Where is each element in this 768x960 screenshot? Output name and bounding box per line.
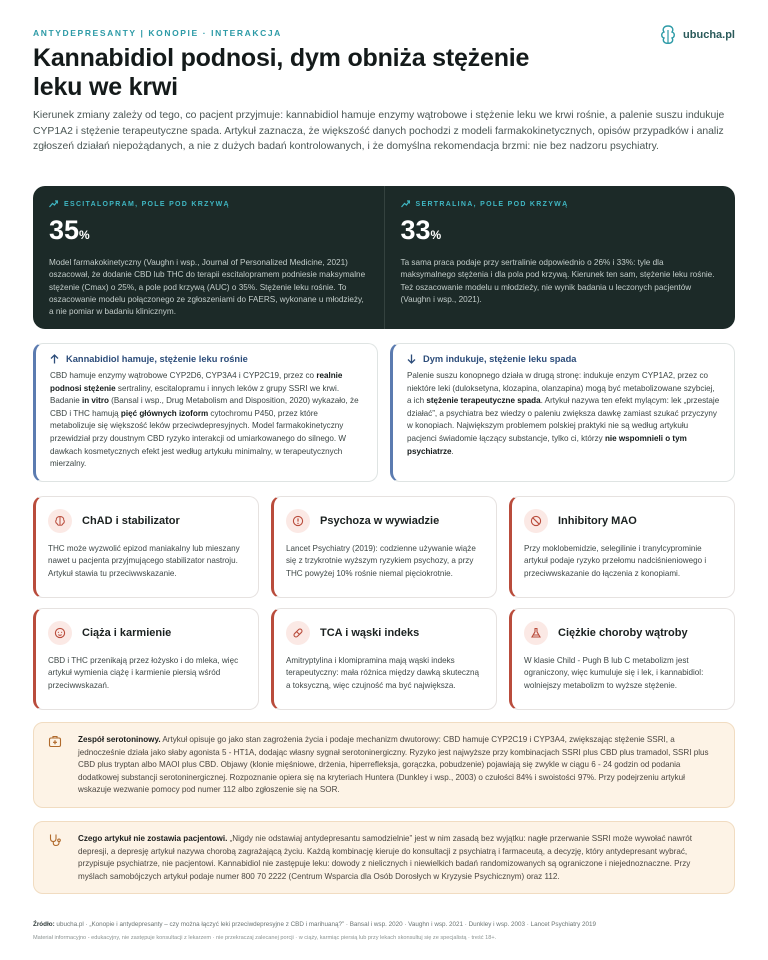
disclaimer: Materiał informacyjno - edukacyjny, nie zastępuje konsultacji z lekarzem · nie przekraczaj zalecanej porcji · w ciąży, karmiąc piersią lub przy lekach skonsultuj się ze specjalistą · treść 18+. [33,935,497,941]
arrow-up-icon [50,354,59,364]
text-run: (Bansal i wsp., Drug Metabolism and Disposition, 2020) wykazało, że CBD i THC hamują [50,396,359,418]
text-emphasis: realnie podnosi stężenie [50,371,343,393]
mechanism-text [50,370,363,471]
risk-header [286,509,484,533]
stat-sertralina [384,186,736,329]
text-emphasis: nie wspomnieli o tym psychiatrze [407,433,687,456]
mechanism-header [50,354,363,364]
callout-text [78,734,720,797]
mechanism-card-cbd [33,343,378,482]
risk-card-psychosis [271,496,497,598]
mechanism-title: Kannabidiol hamuje, stężenie leku rośnie [66,354,248,364]
risk-text: CBD i THC przenikają przez łożysko i do mleka, więc artykuł wymienia ciążę i karmienie piersią wśród przeciwwskazań. [48,656,239,690]
baby-icon [48,621,72,645]
callout-body: Artykuł opisuje go jako stan zagrożenia życia i podaje mechanizm dwutorowy: CBD hamuje CYP2C19 i CYP3A4, zwiększając stężenie SSRI, a jednocześnie działa jako słaby agonista 5 - HT1A, dodając własny sygnał serotoninergiczny. Ryzyko jest najwyższe przy kombinacjach SSRI plus CBD plus tramadol, SSRI plus CBD plus tryptan albo MAOI plus CBD. Objawy (klonie mięśniowe, drżenia, hiperrefleksja, gorączka, pobudzenie) pojawiają się zwykle w ciągu 6 - 24 godzin od podania dodatkowej substancji serotoninergicznej. Rozpoznanie opiera się na kryteriach Huntera (Dunkley i wsp., 2003) o czułości 84% i swoistości 97%. Przy podejrzeniu artykuł wskazuje wezwanie pomocy pod numer 112 albo zgłoszenie się na SOR. [78,735,709,795]
stat-label: ESCITALOPRAM, POLE POD KRZYWĄ [64,200,230,208]
mechanism-title: Dym indukuje, stężenie leku spada [423,354,577,364]
trend-up-icon [49,200,58,208]
risk-title: Ciąża i karmienie [82,627,172,639]
risk-card-tca [271,608,497,710]
stat-unit: % [79,228,90,242]
risk-title: Inhibitory MAO [558,515,637,527]
stat-number: 35 [49,215,80,245]
stat-value [401,216,720,249]
arrow-down-icon [407,354,416,364]
risk-header [48,621,246,645]
stat-label-row [401,200,720,208]
source-text[interactable]: ubucha.pl · „Konopie i antydepresanty – czy można łączyć leki przeciwdepresyjne z CBD i marihuaną?” · Bansal i wsp. 2020 · Vaughn i wsp. 2021 · Dunkley i wsp. 2003 · Lancet Psychiatry 2019 [54,921,597,928]
stat-description: Ta sama praca podaje przy sertralinie odpowiednio o 26% i 33%: tyle dla maksymalnego stężenia i dla pola pod krzywą. Kierunek ten sam, stężenie leku rośnie. Też oszacowanie modelu u młodzieży, nie wynik badania u leczonych pacjentów (Vaughn i wsp., 2021). [400,258,715,304]
risk-text: Amitryptylina i klomipramina mają wąski indeks terapeutyczny: mała różnica między dawką skuteczną a toksyczną, więc czujność ma być największa. [286,656,479,690]
callout-body: „Nigdy nie odstawiaj antydepresantu samodzielnie” jest w nim zasadą bez wyjątku: nagłe przerwanie SSRI może wywołać nawrót depresji, a depresję artykuł nazywa chorobą zagrażającą życiu. Każdą kombinację kieruje do konsultacji z psychiatrą i farmaceutą, a decyzję, który antydepresant wybrać, przypisuje psychiatrze, nie pacjentowi. Kannabidiol nie zastępuje leku: dowody z nielicznych i niewielkich badań randomizowanych są ograniczone i niejednoznaczne. Przy myślach samobójczych artykuł podaje numer 800 70 2222 (Centrum Wsparcia dla Osób Dorosłych w Kryzysie Psychicznym) oraz 112. [78,834,693,881]
text-run: . [451,446,454,456]
risk-title: Psychoza w wywiadzie [320,515,440,527]
text-run: Palenie suszu konopnego działa w drugą stronę: indukuje enzym CYP1A2, przez co niektóre leki (duloksetyna, klozapina, olanzapina) mogą być metabolizowane szybciej, a ich [407,371,715,406]
alert-circle-icon [286,509,310,533]
text-run: CBD hamuje enzymy wątrobowe CYP2D6, CYP3A4 i CYP2C19, przez co [50,371,317,380]
callout-text [78,833,720,883]
risk-header [286,621,484,645]
stat-unit: % [430,228,442,242]
callout-serotonin [33,722,735,808]
trend-up-icon [401,200,410,208]
page-title: Kannabidiol podnosi, dym obniża stężenie leku we krwi [33,44,530,101]
stethoscope-icon [48,833,62,847]
text-run: . Artykuł nazywa ten efekt mylącym: lek „przestaje działać”, a psychiatra bez wiedzy o paleniu zwiększa dawkę zamiast szukać przyczyny w konopiach. Największym problemem polskiej praktyki nie są według artykułu pacjenci świadomie łączący substancje, tylko ci, którzy [407,396,720,443]
kicker: ANTYDEPRESANTY | KONOPIE · INTERAKCJA [33,28,282,38]
medical-kit-icon [48,734,62,748]
text-emphasis: pięć głównych izoform [120,408,209,418]
stat-number: 33 [400,215,431,245]
stat-escitalopram [33,186,384,329]
risk-card-chad [33,496,259,598]
callout-heading: Zespół serotoninowy. [78,735,161,744]
callout-patient [33,821,735,894]
stat-label-row [49,200,368,208]
text-emphasis: in vitro [81,396,109,406]
risk-header [524,621,722,645]
mechanism-text [407,370,720,458]
risk-text: Przy moklobemidzie, selegilinie i tranylcyprominie artykuł podaje ryzyko przełomu nadciśnieniowego i przeciwwskazanie do łączenia z konopiami. [524,544,707,578]
risk-title: Ciężkie choroby wątroby [558,627,688,639]
pill-icon [286,621,310,645]
risk-header [524,509,722,533]
flask-icon [524,621,548,645]
brand-logo[interactable] [659,24,735,46]
mechanism-header [407,354,720,364]
risk-text: W klasie Child - Pugh B lub C metabolizm jest ograniczony, więc kumuluje się i lek, i kannabidiol: wolniejszy metabolizm to wyższe stężenie. [524,656,704,690]
source-line [33,920,735,929]
text-run: cytochromu P450, przez które metabolizuje się większość leków przeciwdepresyjnych. Model farmakokinetyczny przewidział przy doustnym CBD ryzyko interakcji od umiarkowanego do silnego. W dawkach kosmetycznych efekt jest według artykułu minimalny, w terapeutycznych mierzalny. [50,408,346,469]
risk-card-maoi [509,496,735,598]
text-run: sertraliny, escitalopramu i innych leków z grupy SSRI we krwi. Badanie [50,383,340,406]
ban-icon [524,509,548,533]
lead-paragraph: Kierunek zmiany zależy od tego, co pacjent przyjmuje: kannabidiol hamuje enzymy wątrobowe i stężenie leku we krwi rośnie, a palenie suszu indukuje CYP1A2 i stężenie terapeutyczne spada. Artykuł zaznacza, że większość danych pochodzi z modeli farmakokinetycznych, opisów przypadków i analiz zgłoszeń działań niepożądanych, a nie z dużych badań kontrolowanych, i że domyślna rekomendacja brzmi: nie bez nadzoru psychiatry. [33,110,725,152]
stats-panel [33,186,735,329]
stat-description: Model farmakokinetyczny (Vaughn i wsp., Journal of Personalized Medicine, 2021) oszacował, że dodanie CBD lub THC do terapii escitalopramem podniesie maksymalne stężenie (Cmax) o 25%, a pole pod krzywą (AUC) o 35%. Stężenie leku rośnie. To oszacowanie modelu połączonego ze zgłoszeniami do FAERS, wykonane u młodzieży, a nie pomiar w badaniu klinicznym. [49,258,366,317]
mechanism-card-smoke [390,343,735,482]
risk-text: THC może wyzwolić epizod maniakalny lub mieszany nawet u pacjenta przyjmującego stabilizator nastroju. Artykuł stawia tu przeciwwskazanie. [48,544,240,578]
risk-title: TCA i wąski indeks [320,627,420,639]
callout-heading: Czego artykuł nie zostawia pacjentowi. [78,834,228,843]
risk-text: Lancet Psychiatry (2019): codzienne używanie wiąże się z trzykrotnie wyższym ryzykiem psychozy, a przy THC powyżej 10% rośnie niemal pięciokrotnie. [286,544,476,578]
brand-name: ubucha.pl [683,29,735,41]
risk-card-liver [509,608,735,710]
risk-header [48,509,246,533]
text-emphasis: stężenie terapeutyczne spada [426,396,541,406]
brain-icon [48,509,72,533]
source-label: Źródło: [33,921,55,928]
stat-label: SERTRALINA, POLE POD KRZYWĄ [415,200,569,208]
leaf-cluster-icon [659,24,677,46]
risk-title: ChAD i stabilizator [82,515,180,527]
stat-value [49,216,368,249]
risk-card-pregnancy [33,608,259,710]
